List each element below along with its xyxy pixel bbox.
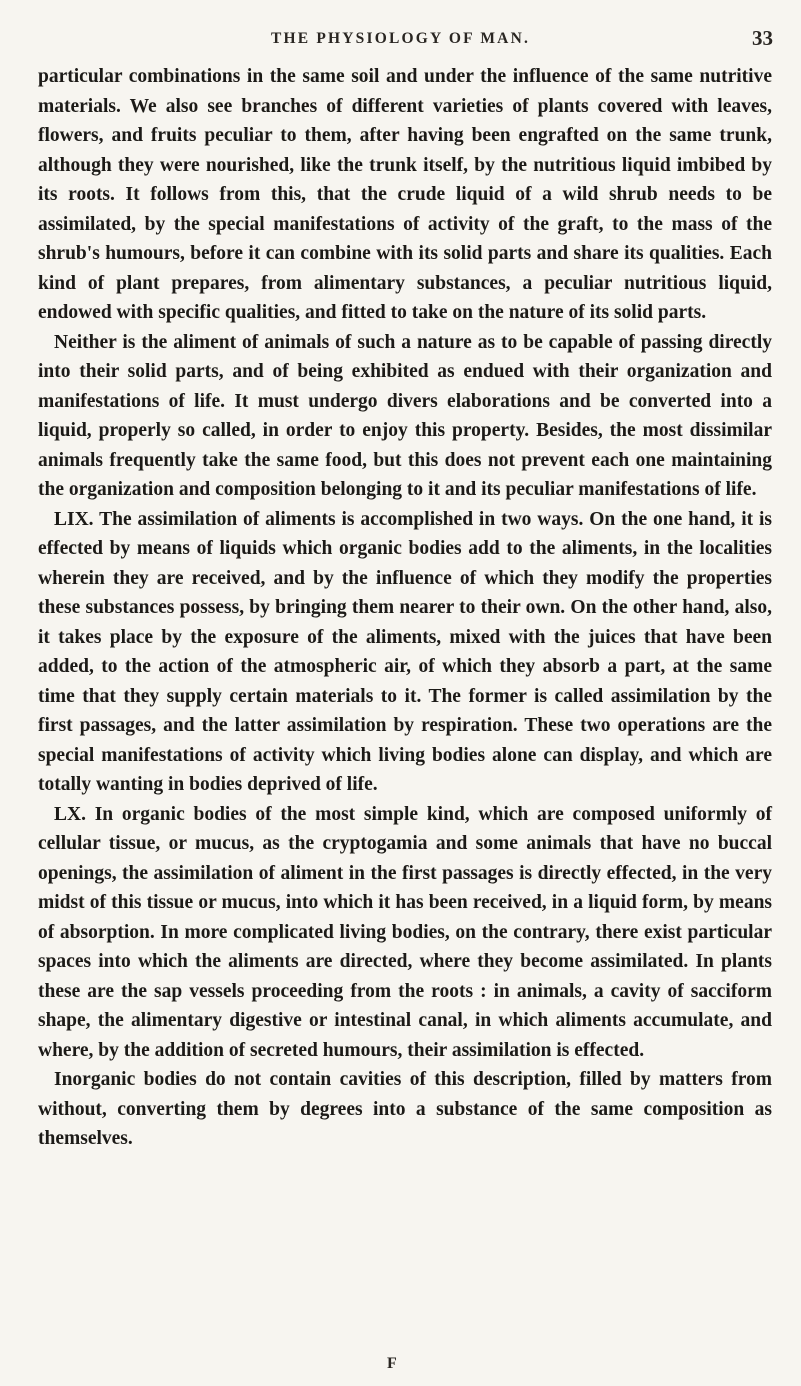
paragraph-lx: LX. In organic bodies of the most simple kind, which are composed uniformly of cellular tissue, or mucus, as the cryptogamia and some animals that have no buccal openings, the assimilation of aliment in the first passages is directly effected, in the very midst of this tissue or mucus, into which it has been received, in a liquid form, by means of absorption. In more complicated living bodies, on the contrary, there exist particular spaces into which the aliments are directed, where they become assimilated. In plants these are the sap vessels proceeding from the roots : in animals, a cavity of sacciform shape, the alimentary digestive or intestinal canal, in which aliments accumulate, and where, by the addition of secreted humours, their assimilation is effected. [38, 803, 772, 1061]
paragraph-lix: LIX. The assimilation of aliments is accomplished in two ways. On the one hand, it is effected by means of liquids which organic bodies add to the aliments, in the localities wherein they are received, and by the influence of which they modify the properties these substances possess, by bringing them nearer to their own. On the other hand, also, it takes place by the exposure of the aliments, mixed with the juices that have been added, to the action of the atmospheric air, of which they absorb a part, at the same time that they supply certain materials to it. The former is called assimilation by the first passages, and the latter assimilation by respiration. These two operations are the special manifestations of activity which living bodies alone can display, and which are totally wanting in bodies deprived of life. [38, 508, 772, 795]
paragraph-aliment-of-animals: Neither is the aliment of animals of such a nature as to be capable of passing directly into their solid parts, and of being exhibited as endued with their organization and manifestations of life. It must undergo divers elaborations and be converted into a liquid, properly so called, in order to enjoy this property. Besides, the most dissimilar animals frequently take the same food, but this does not prevent each one maintaining the organization and composition belonging to it and its peculiar manifestations of life. [38, 331, 772, 500]
page-number: 33 [752, 26, 773, 50]
body-text [38, 62, 772, 1154]
running-head-title: THE PHYSIOLOGY OF MAN. [270, 30, 531, 47]
paragraph-inorganic-bodies: Inorganic bodies do not contain cavities of this description, filled by matters from without, converting them by degrees into a substance of the same composition as themselves. [38, 1069, 772, 1149]
running-head [0, 28, 801, 58]
paragraph-continued: particular combinations in the same soil and under the influence of the same nutritive materials. We also see branches of different varieties of plants covered with leaves, flowers, and fruits peculiar to them, after having been engrafted on the same trunk, although they were nourished, like the trunk itself, by the nutritious liquid imbibed by its roots. It follows from this, that the crude liquid of a wild shrub needs to be assimilated, by the special manifestations of activity of the graft, to the mass of the shrub's humours, before it can combine with its solid parts and share its qualities. Each kind of plant prepares, from alimentary substances, a peculiar nutritious liquid, endowed with specific qualities, and fitted to take on the nature of its solid parts. [38, 66, 772, 323]
signature-mark: F [387, 1355, 397, 1372]
